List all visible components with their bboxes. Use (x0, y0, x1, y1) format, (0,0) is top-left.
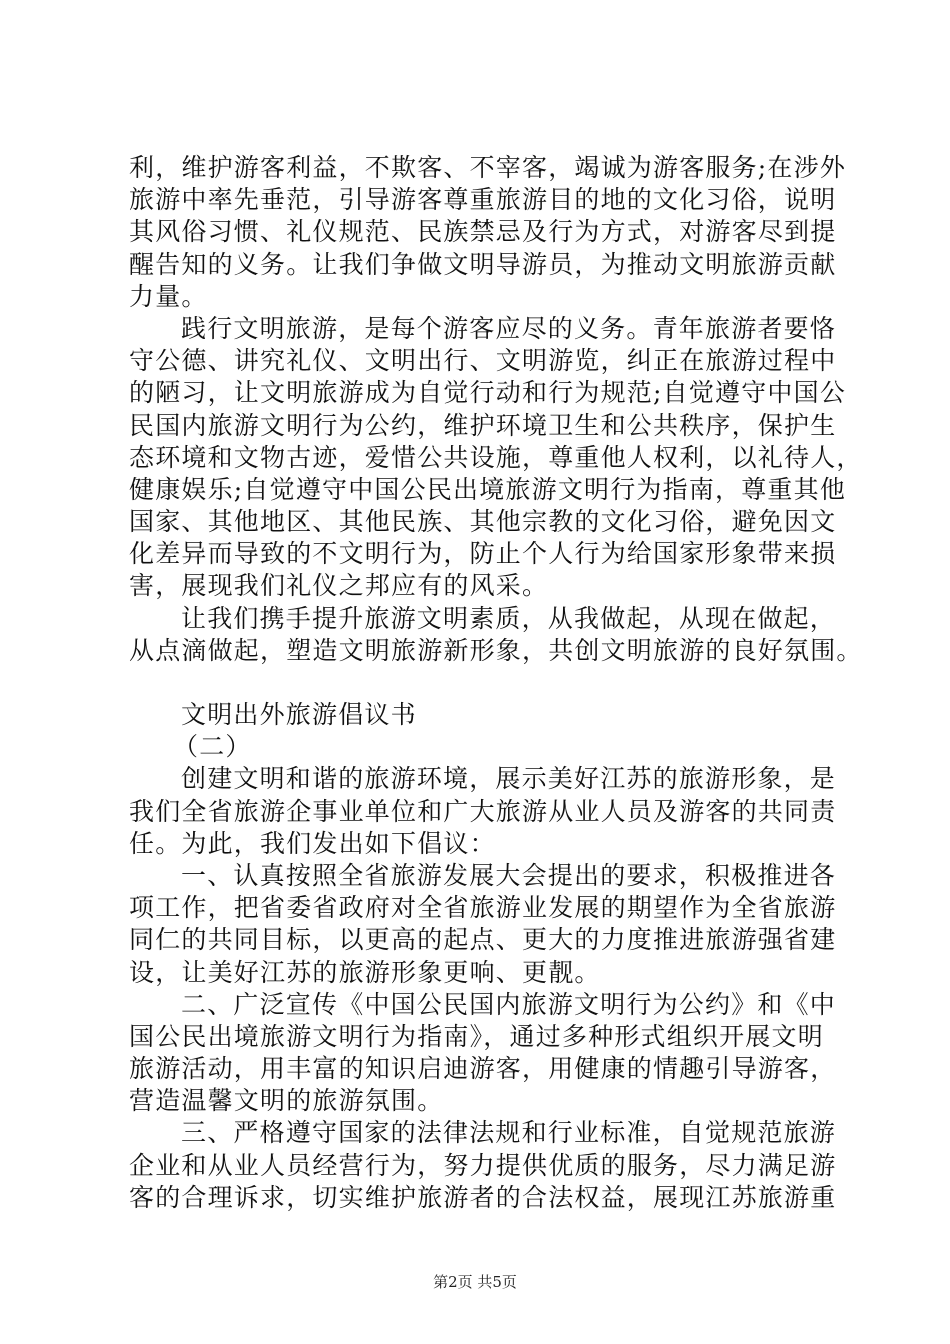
text-line: 创建文明和谐的旅游环境，展示美好江苏的旅游形象，是 (181, 764, 837, 794)
section-title: 文明出外旅游倡议书 (181, 700, 417, 729)
text-line: 我们全省旅游企事业单位和广大旅游从业人员及游客的共同责 (129, 796, 837, 826)
paragraph (129, 1117, 841, 1214)
text-line: 三、严格遵守国家的法律法规和行业标准，自觉规范旅游 (181, 1118, 837, 1148)
paragraph (129, 763, 841, 860)
text-line: 让我们携手提升旅游文明素质，从我做起，从现在做起， (181, 603, 837, 633)
section-subtitle: （二） (173, 732, 252, 762)
text-line: 项工作，把省委省政府对全省旅游业发展的期望作为全省旅游 (129, 893, 837, 923)
document-body (129, 152, 863, 1214)
text-line: 营造温馨文明的旅游氛围。 (129, 1086, 444, 1116)
text-line: 的陋习，让文明旅游成为自觉行动和行为规范;自觉遵守中国公 (129, 378, 847, 408)
text-line: 企业和从业人员经营行为，努力提供优质的服务，尽力满足游 (129, 1150, 837, 1180)
text-line: 同仁的共同目标，以更高的起点、更大的力度推进旅游强省建 (129, 925, 837, 955)
text-line: 从点滴做起，塑造文明旅游新形象，共创文明旅游的良好氛围。 (129, 635, 863, 665)
page-number: 第2页 共5页 (433, 1273, 517, 1291)
text-line: 守公德、讲究礼仪、文明出行、文明游览，纠正在旅游过程中 (129, 346, 837, 376)
text-line: 害，展现我们礼仪之邦应有的风采。 (129, 571, 549, 601)
text-line: 化差异而导致的不文明行为，防止个人行为给国家形象带来损 (129, 539, 837, 569)
paragraph (129, 989, 841, 1118)
text-line: 健康娱乐;自觉遵守中国公民出境旅游文明行为指南，尊重其他 (129, 474, 847, 504)
text-line: 任。为此，我们发出如下倡议： (129, 828, 496, 858)
text-line: 醒告知的义务。让我们争做文明导游员，为推动文明旅游贡献 (129, 249, 837, 279)
text-line: 力量。 (129, 281, 208, 311)
text-line: 其风俗习惯、礼仪规范、民族禁忌及行为方式，对游客尽到提 (129, 217, 837, 247)
text-line: 旅游中率先垂范，引导游客尊重旅游目的地的文化习俗，说明 (129, 185, 837, 215)
text-line: 旅游活动，用丰富的知识启迪游客，用健康的情趣引导游客， (129, 1054, 837, 1084)
paragraph (129, 603, 863, 667)
text-line: 设，让美好江苏的旅游形象更响、更靓。 (129, 957, 601, 987)
text-line: 国家、其他地区、其他民族、其他宗教的文化习俗，避免因文 (129, 507, 837, 537)
text-line: 民国内旅游文明行为公约，维护环境卫生和公共秩序，保护生 (129, 410, 837, 440)
paragraph (129, 313, 863, 603)
blank-line (129, 667, 841, 699)
text-line: 践行文明旅游，是每个游客应尽的义务。青年旅游者要恪 (181, 313, 837, 343)
text-line: 一、认真按照全省旅游发展大会提出的要求，积极推进各 (181, 860, 837, 890)
paragraph (129, 152, 847, 313)
text-line: 利，维护游客利益，不欺客、不宰客，竭诚为游客服务;在涉外 (129, 153, 847, 182)
paragraph (129, 860, 841, 989)
text-line: 二、广泛宣传《中国公民国内旅游文明行为公约》和《中 (181, 989, 837, 1019)
text-line: 国公民出境旅游文明行为指南》，通过多种形式组织开展文明 (129, 1021, 824, 1051)
text-line: 态环境和文物古迹，爱惜公共设施，尊重他人权利，以礼待人， (129, 442, 863, 472)
text-line: 客的合理诉求，切实维护旅游者的合法权益，展现江苏旅游重 (129, 1182, 837, 1212)
